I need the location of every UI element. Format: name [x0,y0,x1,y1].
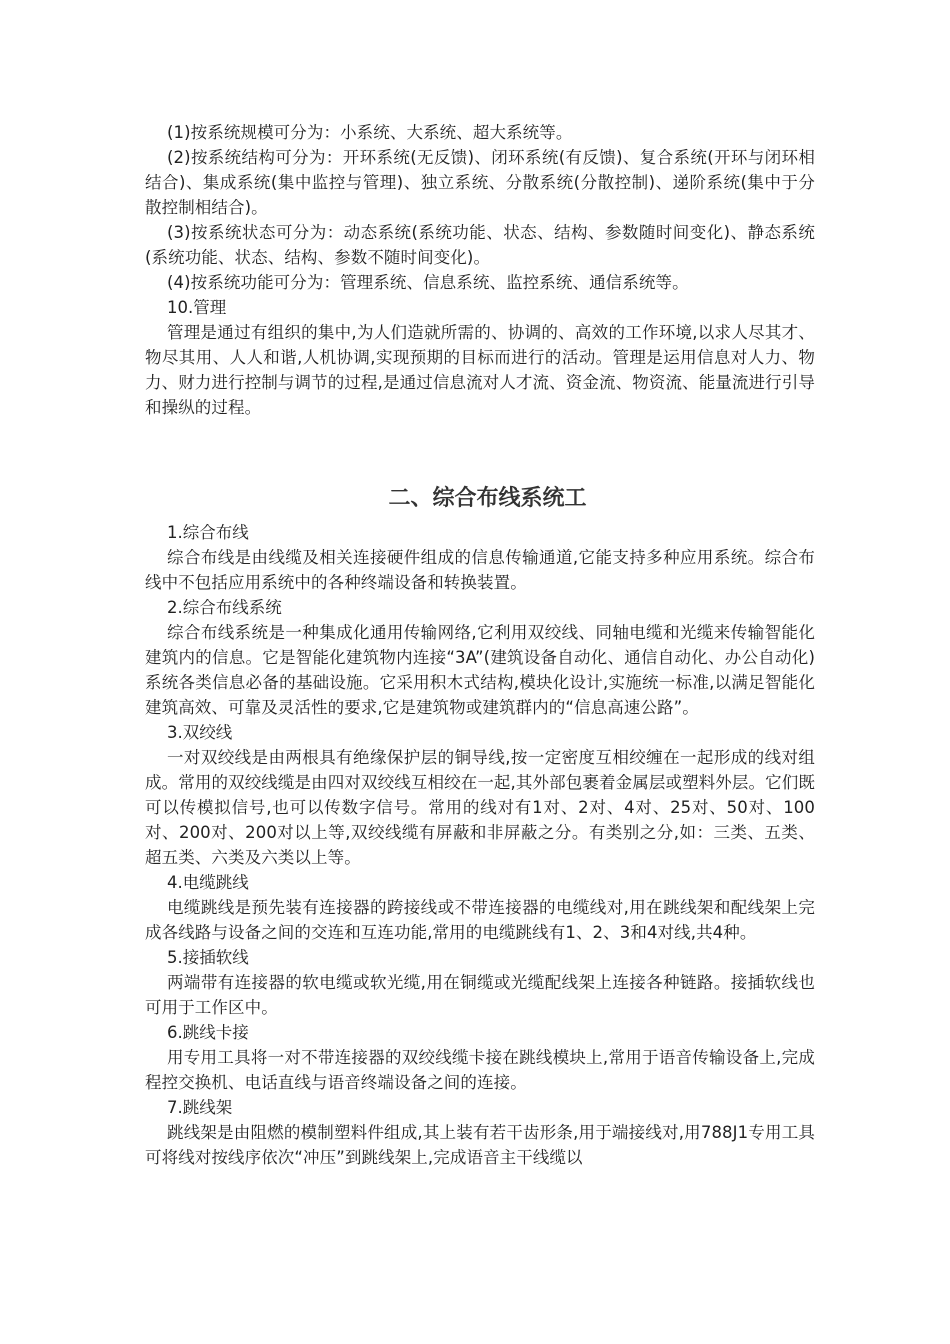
subheading: 10.管理 [167,298,227,317]
section-title: 二、综合布线系统工 [388,486,587,511]
paragraph: (4)按系统功能可分为：管理系统、信息系统、监控系统、通信系统等。 [167,273,689,292]
paragraph: 跳线架是由阻燃的模制塑料件组成,其上装有若干齿形条,用于端接线对,用788J1专用工具可将线对按线序依次“冲压”到跳线架上,完成语音主干线缆以 [145,1123,815,1167]
paragraph: 电缆跳线是预先装有连接器的跨接线或不带连接器的电缆线对,用在跳线架和配线架上完成各线路与设备之间的交连和互连功能,常用的电缆跳线有1、2、3和4对线,共4种。 [145,898,815,942]
paragraph: 两端带有连接器的软电缆或软光缆,用在铜缆或光缆配线架上连接各种链路。接插软线也可用于工作区中。 [145,973,815,1017]
paragraph: 用专用工具将一对不带连接器的双绞线缆卡接在跳线模块上,常用于语音传输设备上,完成程控交换机、电话直线与语音终端设备之间的连接。 [145,1048,815,1092]
paragraph: 综合布线系统是一种集成化通用传输网络,它利用双绞线、同轴电缆和光缆来传输智能化建筑内的信息。它是智能化建筑物内连接“3A”(建筑设备自动化、通信自动化、办公自动化)系统各类信息必备的基础设施。它采用积木式结构,模块化设计,实施统一标准,以满足智能化建筑高效、可靠及灵活性的要求,它是建筑物或建筑群内的“信息高速公路”。 [145,623,815,717]
bottom-text-block [145,520,815,1170]
paragraph: 综合布线是由线缆及相关连接硬件组成的信息传输通道,它能支持多种应用系统。综合布线中不包括应用系统中的各种终端设备和转换装置。 [145,548,815,592]
subheading: 7.跳线架 [167,1098,233,1117]
subheading: 4.电缆跳线 [167,873,249,892]
paragraph: (3)按系统状态可分为：动态系统(系统功能、状态、结构、参数随时间变化)、静态系统(系统功能、状态、结构、参数不随时间变化)。 [145,223,815,267]
paragraph: 管理是通过有组织的集中,为人们造就所需的、协调的、高效的工作环境,以求人尽其才、物尽其用、人人和谐,人机协调,实现预期的目标而进行的活动。管理是运用信息对人力、物力、财力进行控制与调节的过程,是通过信息流对人才流、资金流、物资流、能量流进行引导和操纵的过程。 [145,323,815,417]
paragraph: (1)按系统规模可分为：小系统、大系统、超大系统等。 [167,123,573,142]
paragraph: (2)按系统结构可分为：开环系统(无反馈)、闭环系统(有反馈)、复合系统(开环与闭环相结合)、集成系统(集中监控与管理)、独立系统、分散系统(分散控制)、递阶系统(集中于分散控制相结合)。 [145,148,815,217]
subheading: 2.综合布线系统 [167,598,282,617]
subheading: 6.跳线卡接 [167,1023,249,1042]
subheading: 3.双绞线 [167,723,233,742]
subheading: 5.接插软线 [167,948,249,967]
paragraph: 一对双绞线是由两根具有绝缘保护层的铜导线,按一定密度互相绞缠在一起形成的线对组成。常用的双绞线缆是由四对双绞线互相绞在一起,其外部包裹着金属层或塑料外层。它们既可以传模拟信号,也可以传数字信号。常用的线对有1对、2对、4对、25对、50对、100对、200对、200对以上等,双绞线缆有屏蔽和非屏蔽之分。有类别之分,如：三类、五类、超五类、六类及六类以上等。 [145,748,815,867]
subheading: 1.综合布线 [167,523,249,542]
top-text-block [145,120,815,420]
